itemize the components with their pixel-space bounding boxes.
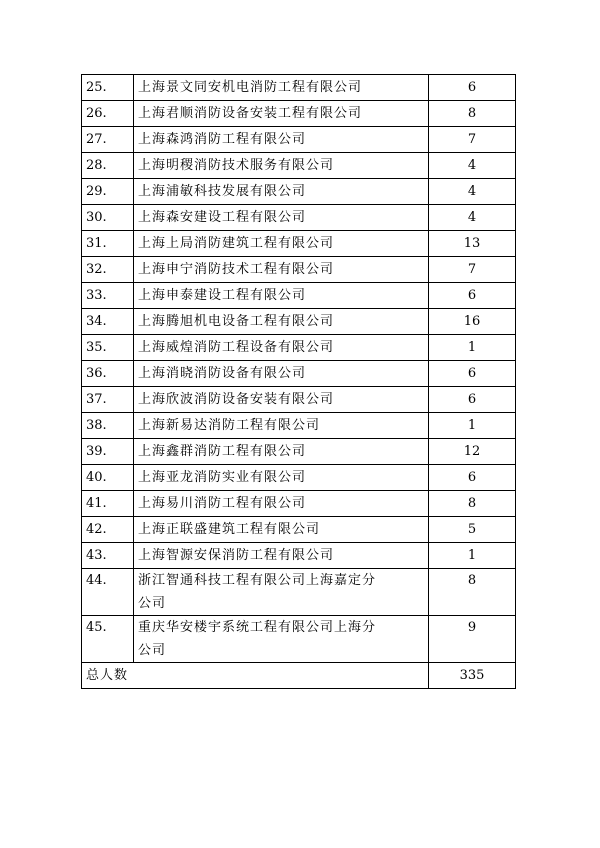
company-name: 上海腾旭机电设备工程有限公司 xyxy=(134,309,429,335)
company-name-line-1: 重庆华安楼宇系统工程有限公司上海分 xyxy=(138,620,377,635)
staff-count: 1 xyxy=(429,543,516,569)
table-row xyxy=(82,309,516,335)
company-name: 上海消晓消防设备有限公司 xyxy=(134,361,429,387)
company-name: 上海君顺消防设备安装工程有限公司 xyxy=(134,101,429,127)
row-number: 30. xyxy=(82,205,134,231)
company-name: 上海明稷消防技术服务有限公司 xyxy=(134,153,429,179)
table-row xyxy=(82,205,516,231)
company-name: 上海新易达消防工程有限公司 xyxy=(134,413,429,439)
row-number: 26. xyxy=(82,101,134,127)
row-number: 38. xyxy=(82,413,134,439)
company-name: 上海易川消防工程有限公司 xyxy=(134,491,429,517)
table-row xyxy=(82,413,516,439)
staff-count: 4 xyxy=(429,205,516,231)
company-staff-table xyxy=(81,74,516,689)
staff-count: 6 xyxy=(429,75,516,101)
company-name: 上海威煌消防工程设备有限公司 xyxy=(134,335,429,361)
row-number: 44. xyxy=(82,569,134,616)
staff-count: 6 xyxy=(429,387,516,413)
table-row xyxy=(82,75,516,101)
table-row xyxy=(82,387,516,413)
table-row xyxy=(82,283,516,309)
table-row xyxy=(82,517,516,543)
table-row xyxy=(82,231,516,257)
staff-count: 8 xyxy=(429,491,516,517)
row-number: 33. xyxy=(82,283,134,309)
company-name-line-2: 公司 xyxy=(138,596,167,611)
table-row xyxy=(82,465,516,491)
staff-count: 1 xyxy=(429,413,516,439)
row-number: 28. xyxy=(82,153,134,179)
staff-count: 16 xyxy=(429,309,516,335)
table-row xyxy=(82,335,516,361)
company-name: 上海智源安保消防工程有限公司 xyxy=(134,543,429,569)
table-row xyxy=(82,361,516,387)
row-number: 36. xyxy=(82,361,134,387)
total-label: 总人数 xyxy=(82,663,429,689)
company-name: 上海森安建设工程有限公司 xyxy=(134,205,429,231)
company-name xyxy=(134,616,429,663)
company-name: 上海亚龙消防实业有限公司 xyxy=(134,465,429,491)
table-row xyxy=(82,439,516,465)
row-number: 31. xyxy=(82,231,134,257)
staff-count: 12 xyxy=(429,439,516,465)
table-row xyxy=(82,491,516,517)
company-name xyxy=(134,569,429,616)
row-number: 39. xyxy=(82,439,134,465)
row-number: 29. xyxy=(82,179,134,205)
company-name: 上海欣波消防设备安装有限公司 xyxy=(134,387,429,413)
row-number: 35. xyxy=(82,335,134,361)
staff-count: 4 xyxy=(429,179,516,205)
table-row xyxy=(82,153,516,179)
staff-count: 5 xyxy=(429,517,516,543)
staff-count: 13 xyxy=(429,231,516,257)
company-name: 上海正联盛建筑工程有限公司 xyxy=(134,517,429,543)
company-name: 上海景文同安机电消防工程有限公司 xyxy=(134,75,429,101)
company-name-line-2: 公司 xyxy=(138,643,167,658)
total-count: 335 xyxy=(429,663,516,689)
company-name: 上海申泰建设工程有限公司 xyxy=(134,283,429,309)
staff-count: 9 xyxy=(429,616,516,663)
company-name-line-1: 浙江智通科技工程有限公司上海嘉定分 xyxy=(138,573,377,588)
table-row xyxy=(82,569,516,616)
table-body xyxy=(82,75,516,689)
staff-count: 6 xyxy=(429,283,516,309)
table-row xyxy=(82,257,516,283)
row-number: 41. xyxy=(82,491,134,517)
company-name: 上海鑫群消防工程有限公司 xyxy=(134,439,429,465)
table-row xyxy=(82,616,516,663)
table-row xyxy=(82,543,516,569)
row-number: 25. xyxy=(82,75,134,101)
row-number: 45. xyxy=(82,616,134,663)
staff-count: 4 xyxy=(429,153,516,179)
row-number: 42. xyxy=(82,517,134,543)
staff-count: 8 xyxy=(429,569,516,616)
row-number: 27. xyxy=(82,127,134,153)
staff-count: 8 xyxy=(429,101,516,127)
row-number: 37. xyxy=(82,387,134,413)
staff-count: 6 xyxy=(429,465,516,491)
company-name: 上海上局消防建筑工程有限公司 xyxy=(134,231,429,257)
row-number: 34. xyxy=(82,309,134,335)
total-row xyxy=(82,663,516,689)
staff-count: 6 xyxy=(429,361,516,387)
company-name: 上海浦敏科技发展有限公司 xyxy=(134,179,429,205)
table-row xyxy=(82,179,516,205)
table-row xyxy=(82,101,516,127)
staff-count: 7 xyxy=(429,127,516,153)
row-number: 32. xyxy=(82,257,134,283)
company-name: 上海申宁消防技术工程有限公司 xyxy=(134,257,429,283)
row-number: 43. xyxy=(82,543,134,569)
staff-count: 7 xyxy=(429,257,516,283)
row-number: 40. xyxy=(82,465,134,491)
company-name: 上海森鸿消防工程有限公司 xyxy=(134,127,429,153)
table-row xyxy=(82,127,516,153)
staff-count: 1 xyxy=(429,335,516,361)
